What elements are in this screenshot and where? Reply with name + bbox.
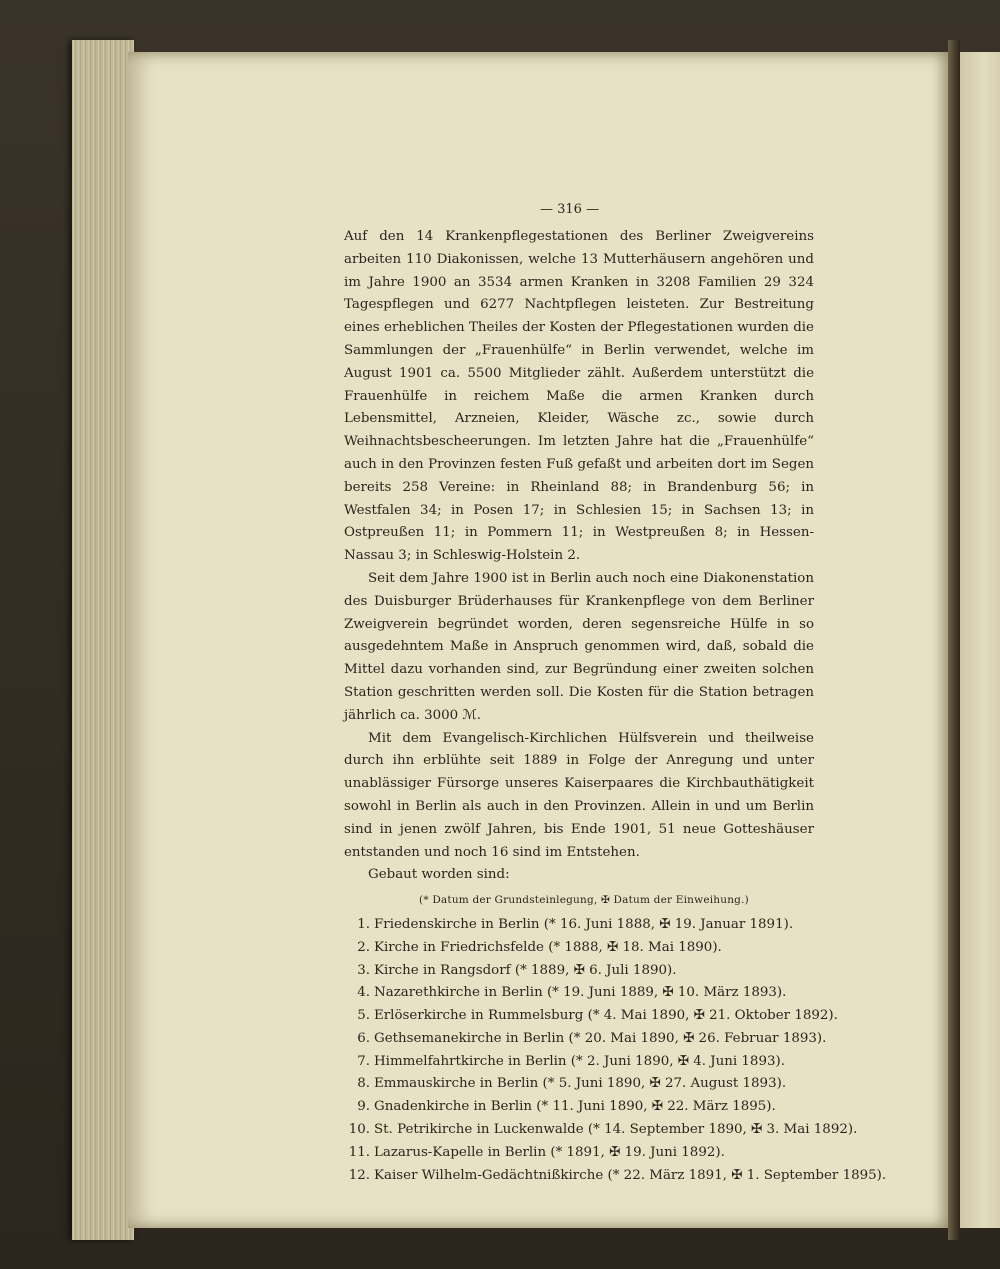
book-page-edges — [72, 40, 134, 1240]
list-item-text: Friedenskirche in Berlin (* 16. Juni 1888, ✠ 19. Januar 1891). — [374, 916, 794, 932]
paragraph-krankenpflege: Auf den 14 Krankenpflegestationen des Berliner Zweigvereins arbeiten 110 Diakonissen, welche 13 Mutterhäusern angehören und im Jahre 1900 an 3534 armen Kranken in 3208 Familien 29 324 Tagespflegen und 6277 Nachtpflegen leisteten. Zur Bestreitung eines erheblichen Theiles der Kosten der Pflegestationen wurden die Sammlungen der „Frauenhülfe“ in Berlin verwendet, welche im August 1901 ca. 5500 Mitglieder zählt. Außerdem unterstützt die Frauenhülfe in reichem Maße die armen Kranken durch Lebensmittel, Arzneien, Kleider, Wäsche zc., sowie durch Weihnachtsbescheerungen. Im letzten Jahre hat die „Frauenhülfe“ auch in den Provinzen festen Fuß gefaßt und arbeiten dort im Segen bereits 258 Vereine: in Rheinland 88; in Brandenburg 56; in Westfalen 34; in Posen 17; in Schlesien 15; in Sachsen 13; in Ostpreußen 11; in Pommern 11; in Westpreußen 8; in Hessen-Nassau 3; in Schleswig-Holstein 2. — [344, 229, 814, 564]
page-content — [344, 198, 887, 1187]
list-item — [344, 1165, 887, 1188]
list-item-number: 3. — [357, 962, 370, 978]
list-item — [344, 937, 814, 960]
list-item-number: 2. — [357, 939, 370, 955]
list-item — [344, 1096, 814, 1119]
list-item-number: 7. — [357, 1053, 370, 1069]
list-item — [344, 1119, 858, 1142]
list-item-number: 10. — [348, 1122, 370, 1138]
list-item — [344, 1005, 838, 1028]
list-item-number: 4. — [357, 985, 370, 1001]
list-item — [344, 960, 814, 983]
church-list — [344, 914, 887, 1188]
list-item-text: Erlöserkirche in Rummelsburg (* 4. Mai 1890, ✠ 21. Oktober 1892). — [374, 1008, 838, 1024]
list-item — [344, 914, 814, 937]
list-item-text: Emmauskirche in Berlin (* 5. Juni 1890, ✠ 27. August 1893). — [374, 1076, 787, 1092]
list-item — [344, 982, 814, 1005]
list-item — [344, 1051, 814, 1074]
list-item-text: Gnadenkirche in Berlin (* 11. Juni 1890, ✠ 22. März 1895). — [374, 1099, 776, 1115]
paragraph-kirchbau: Mit dem Evangelisch-Kirchlichen Hülfsverein und theilweise durch ihn erblühte seit 1889 in Folge der Anregung und unter unablässiger Fürsorge unseres Kaiserpaares die Kirchbauthätigkeit sowohl in Berlin als auch in den Provinzen. Allein in und um Berlin sind in jenen zwölf Jahren, bis Ende 1901, 51 neue Gotteshäuser entstanden und noch 16 sind im Entstehen. — [344, 730, 814, 860]
list-item-number: 9. — [357, 1099, 370, 1115]
date-legend: (* Datum der Grundsteinlegung, ✠ Datum der Einweihung.) — [419, 894, 749, 907]
list-item-number: 11. — [348, 1144, 370, 1160]
page-number: — 316 — — [540, 202, 600, 217]
list-item-number: 1. — [357, 916, 370, 932]
list-item-text: Kirche in Friedrichsfelde (* 1888, ✠ 18. Mai 1890). — [374, 939, 722, 955]
paragraph-diakonenstation: Seit dem Jahre 1900 ist in Berlin auch noch eine Diakonenstation des Duisburger Brüderhauses für Krankenpflege von dem Berliner Zweigverein begründet worden, deren segensreiche Hülfe in so ausgedehntem Maße in Anspruch genommen wird, daß, sobald die Mittel dazu vorhanden sind, zur Begründung einer zweiten solchen Station geschritten werden soll. Die Kosten für die Station betragen jährlich ca. 3000 ℳ. — [344, 570, 814, 723]
list-item-text: Kirche in Rangsdorf (* 1889, ✠ 6. Juli 1890). — [374, 962, 677, 978]
list-item-text: Lazarus-Kapelle in Berlin (* 1891, ✠ 19. Juni 1892). — [374, 1144, 725, 1160]
list-item-number: 8. — [357, 1076, 370, 1092]
list-item-text: St. Petrikirche in Luckenwalde (* 14. September 1890, ✠ 3. Mai 1892). — [374, 1122, 858, 1138]
book-gutter — [948, 40, 960, 1240]
list-item-text: Kaiser Wilhelm-Gedächtnißkirche (* 22. März 1891, ✠ 1. September 1895). — [374, 1167, 887, 1183]
list-item-number: 6. — [357, 1030, 370, 1046]
list-item — [344, 1028, 827, 1051]
list-item-number: 12. — [348, 1167, 370, 1183]
list-item — [344, 1142, 814, 1165]
list-item-text: Gethsemanekirche in Berlin (* 20. Mai 1890, ✠ 26. Februar 1893). — [374, 1030, 827, 1046]
next-page-edge — [960, 52, 1000, 1228]
paragraph-gebaut: Gebaut worden sind: — [368, 867, 510, 883]
list-item — [344, 1073, 814, 1096]
list-item-text: Nazarethkirche in Berlin (* 19. Juni 1889, ✠ 10. März 1893). — [374, 985, 787, 1001]
list-item-number: 5. — [357, 1008, 370, 1024]
list-item-text: Himmelfahrtkirche in Berlin (* 2. Juni 1890, ✠ 4. Juni 1893). — [374, 1053, 785, 1069]
